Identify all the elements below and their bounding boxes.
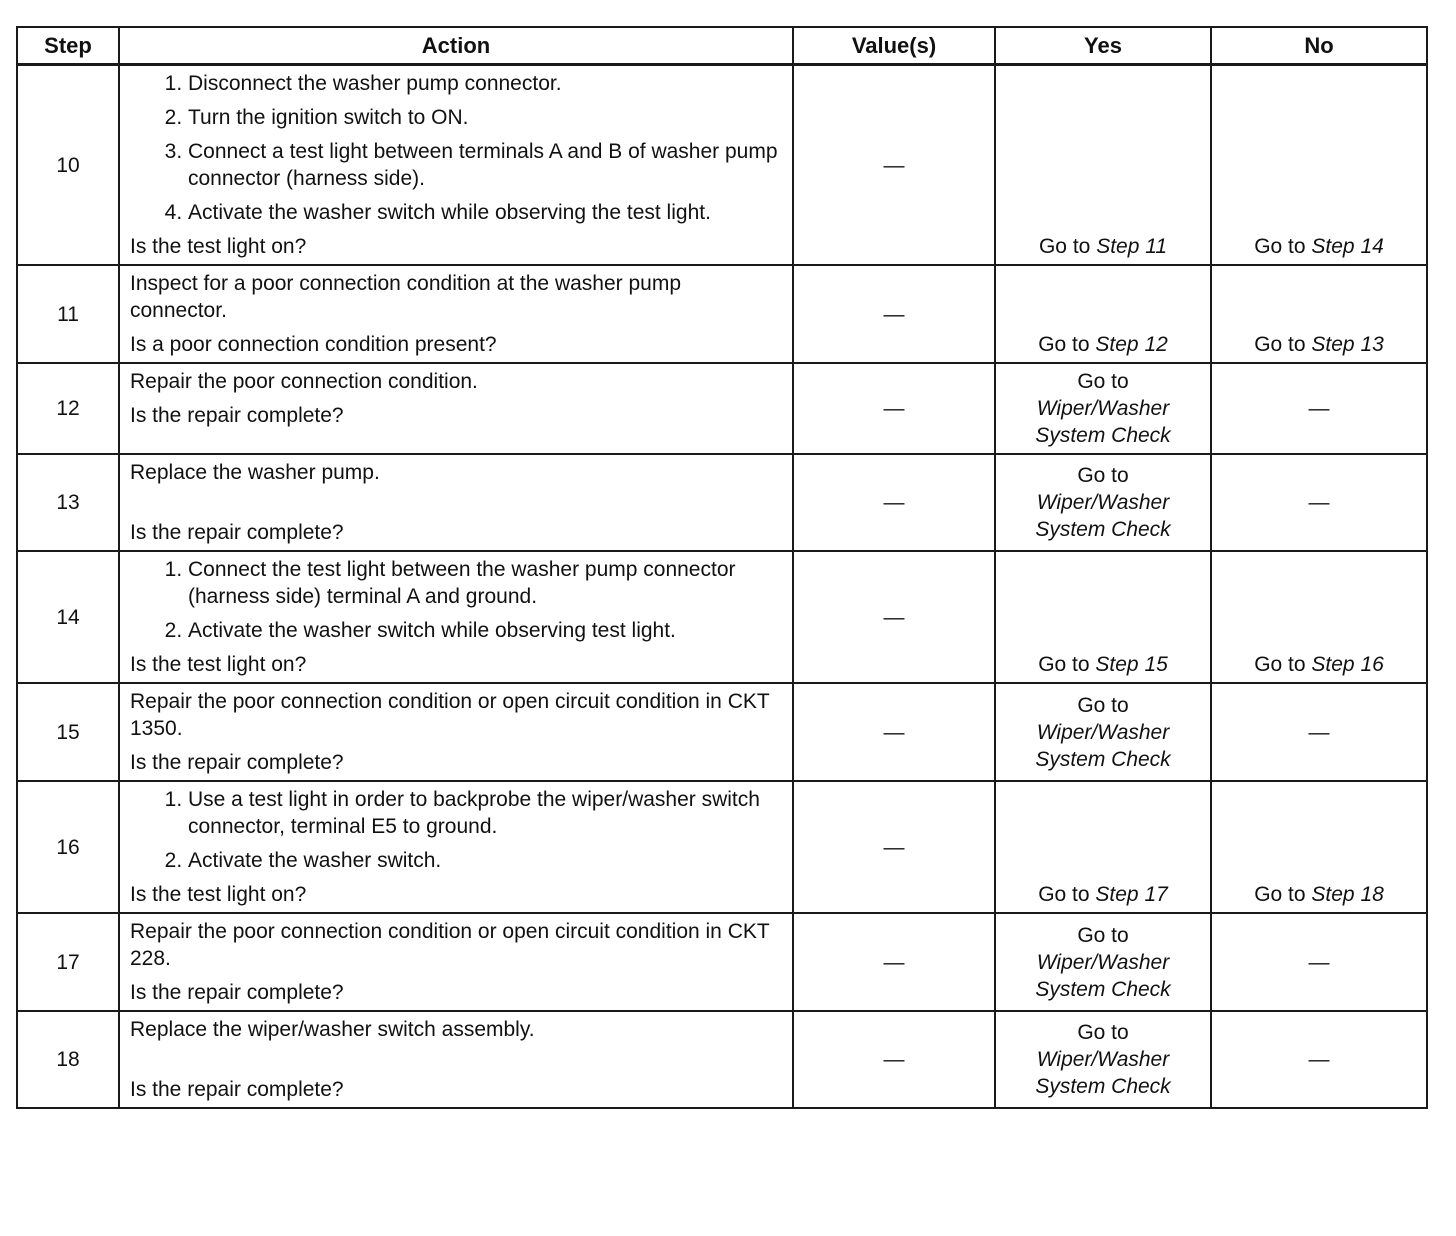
action-question: Is the repair complete? [130, 521, 344, 544]
goto-system-check-link[interactable]: System Check [1035, 1075, 1171, 1098]
goto-prefix: Go to [1254, 235, 1306, 258]
header-values: Value(s) [793, 27, 995, 65]
goto-step-link[interactable]: Step 17 [1095, 883, 1168, 906]
table-row [17, 683, 1427, 781]
yes-result [995, 363, 1211, 454]
goto-prefix: Go to [1077, 1021, 1129, 1044]
no-result: — [1211, 913, 1427, 1011]
action-step-item: 1. Disconnect the washer pump connector. [188, 70, 782, 97]
goto-step-link[interactable]: Step 11 [1096, 235, 1168, 258]
action-step-item: 2. Turn the ignition switch to ON. [188, 104, 782, 131]
no-result [1211, 781, 1427, 913]
goto-step-link[interactable]: Step 16 [1311, 653, 1384, 676]
action-question: Is the test light on? [130, 653, 307, 676]
step-number: 10 [17, 65, 119, 266]
action-instruction: Repair the poor connection condition or open circuit condition in CKT 228. [130, 920, 770, 970]
goto-step-link[interactable]: Step 15 [1095, 653, 1168, 676]
yes-result [995, 265, 1211, 363]
action-question: Is the repair complete? [130, 1078, 344, 1101]
goto-prefix: Go to [1254, 653, 1306, 676]
action-spacer [130, 493, 782, 519]
value-cell: — [793, 265, 995, 363]
table-body [17, 65, 1427, 1109]
action-step-list [130, 556, 782, 644]
step-number: 15 [17, 683, 119, 781]
action-step-item: 1. Connect the test light between the washer pump connector (harness side) terminal A and ground. [188, 556, 782, 610]
goto-system-check-link[interactable]: Wiper/Washer [1036, 1048, 1170, 1071]
goto-prefix: Go to [1038, 883, 1090, 906]
value-cell: — [793, 454, 995, 551]
header-yes: Yes [995, 27, 1211, 65]
yes-result [995, 454, 1211, 551]
action-step-item: 2. Activate the washer switch while observing test light. [188, 617, 782, 644]
action-question: Is the test light on? [130, 883, 307, 906]
no-result: — [1211, 363, 1427, 454]
action-cell [119, 683, 793, 781]
table-row [17, 265, 1427, 363]
step-number: 18 [17, 1011, 119, 1108]
goto-prefix: Go to [1038, 235, 1091, 258]
action-question: Is the test light on? [130, 235, 307, 258]
action-step-list [130, 70, 782, 226]
action-instruction: Inspect for a poor connection condition at the washer pump connector. [130, 272, 682, 322]
goto-step-link[interactable]: Step 18 [1311, 883, 1384, 906]
yes-result [995, 683, 1211, 781]
value-cell: — [793, 683, 995, 781]
goto-prefix: Go to [1077, 464, 1129, 487]
yes-result [995, 1011, 1211, 1108]
goto-prefix: Go to [1254, 883, 1306, 906]
action-question: Is a poor connection condition present? [130, 333, 497, 356]
value-cell: — [793, 551, 995, 683]
step-number: 14 [17, 551, 119, 683]
action-cell [119, 65, 793, 266]
value-cell: — [793, 781, 995, 913]
value-cell: — [793, 1011, 995, 1108]
action-instruction: Repair the poor connection condition. [130, 370, 478, 393]
action-cell [119, 781, 793, 913]
goto-prefix: Go to [1254, 333, 1306, 356]
goto-system-check-link[interactable]: System Check [1035, 518, 1171, 541]
value-cell: — [793, 913, 995, 1011]
header-no: No [1211, 27, 1427, 65]
goto-step-link[interactable]: Step 13 [1311, 333, 1384, 356]
action-cell [119, 454, 793, 551]
goto-prefix: Go to [1077, 693, 1129, 717]
action-cell [119, 265, 793, 363]
goto-prefix: Go to [1038, 653, 1090, 676]
goto-system-check-link[interactable]: Wiper/Washer [1036, 397, 1170, 420]
table-row [17, 363, 1427, 454]
header-action: Action [119, 27, 793, 65]
no-result: — [1211, 1011, 1427, 1108]
action-cell [119, 363, 793, 454]
no-result: — [1211, 683, 1427, 781]
goto-system-check-link[interactable]: System Check [1035, 424, 1171, 447]
step-number: 12 [17, 363, 119, 454]
table-row [17, 781, 1427, 913]
table-row [17, 454, 1427, 551]
table-row [17, 65, 1427, 266]
table-row [17, 551, 1427, 683]
action-question: Is the repair complete? [130, 981, 344, 1004]
goto-system-check-link[interactable]: Wiper/Washer [1036, 950, 1170, 974]
goto-step-link[interactable]: Step 14 [1311, 235, 1384, 258]
yes-result [995, 551, 1211, 683]
action-cell [119, 551, 793, 683]
no-result [1211, 551, 1427, 683]
value-cell: — [793, 363, 995, 454]
table-row [17, 913, 1427, 1011]
step-number: 17 [17, 913, 119, 1011]
goto-system-check-link[interactable]: Wiper/Washer [1036, 720, 1170, 744]
action-instruction: Replace the wiper/washer switch assembly. [130, 1018, 535, 1041]
yes-result [995, 913, 1211, 1011]
goto-system-check-link[interactable]: System Check [1035, 977, 1171, 1001]
header-step: Step [17, 27, 119, 65]
no-result [1211, 265, 1427, 363]
action-question: Is the repair complete? [130, 404, 344, 427]
action-cell [119, 1011, 793, 1108]
table-row [17, 1011, 1427, 1108]
action-step-item: 1. Use a test light in order to backprobe the wiper/washer switch connector, terminal E5 to ground. [188, 786, 782, 840]
goto-system-check-link[interactable]: Wiper/Washer [1036, 491, 1170, 514]
yes-result [995, 781, 1211, 913]
action-instruction: Repair the poor connection condition or open circuit condition in CKT 1350. [130, 690, 770, 740]
goto-prefix: Go to [1038, 333, 1090, 356]
action-cell [119, 913, 793, 1011]
action-question: Is the repair complete? [130, 751, 344, 774]
step-number: 13 [17, 454, 119, 551]
step-number: 11 [17, 265, 119, 363]
step-number: 16 [17, 781, 119, 913]
header-row [17, 27, 1427, 65]
value-cell: — [793, 65, 995, 266]
diagnostic-table [16, 26, 1428, 1109]
goto-prefix: Go to [1077, 370, 1129, 393]
goto-prefix: Go to [1077, 923, 1129, 947]
goto-system-check-link[interactable]: System Check [1035, 747, 1171, 771]
yes-result [995, 65, 1211, 266]
action-spacer [130, 1050, 782, 1076]
goto-step-link[interactable]: Step 12 [1095, 333, 1168, 356]
action-step-item: 2. Activate the washer switch. [188, 847, 782, 874]
no-result [1211, 65, 1427, 266]
action-step-list [130, 786, 782, 874]
action-step-item: 4. Activate the washer switch while observing the test light. [188, 199, 782, 226]
action-step-item: 3. Connect a test light between terminals A and B of washer pump connector (harness side). [188, 138, 782, 192]
action-instruction: Replace the washer pump. [130, 461, 380, 484]
no-result: — [1211, 454, 1427, 551]
